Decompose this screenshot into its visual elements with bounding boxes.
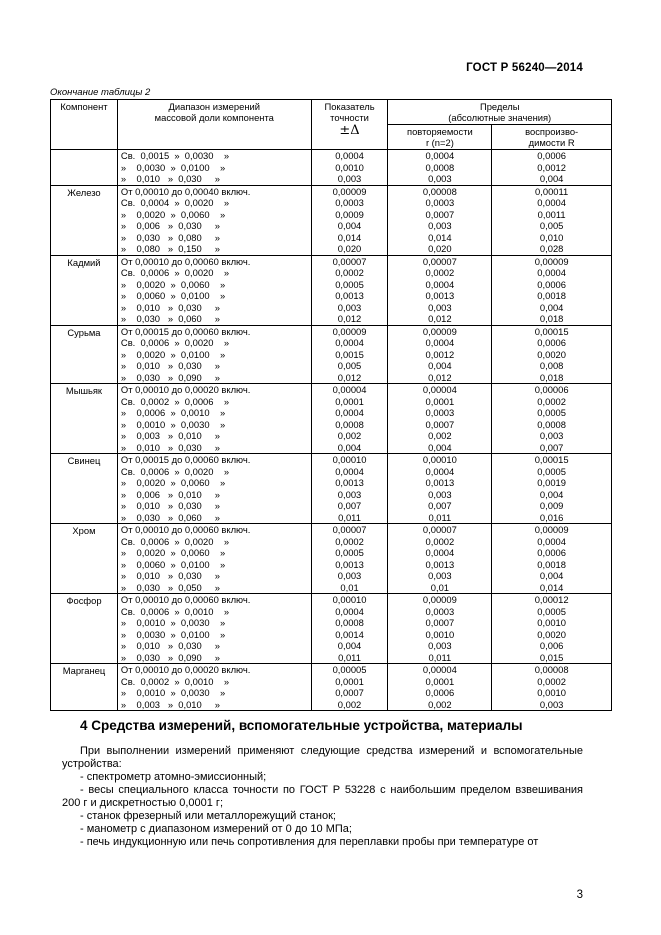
accuracy-cell xyxy=(311,594,388,664)
range-cell xyxy=(117,255,311,325)
cell-value: 0,0004 xyxy=(425,337,455,348)
cell-value: 0,0005 xyxy=(537,605,566,617)
cell-value: 0,003 xyxy=(428,640,452,651)
cell-value: 0,0003 xyxy=(425,605,455,617)
component-cell: Мышьяк xyxy=(51,384,118,454)
cell-value: » 0,010 » 0,030 » xyxy=(120,640,220,651)
accuracy-cell xyxy=(311,524,388,594)
cell-value: » 0,030 » 0,090 » xyxy=(120,371,220,383)
section-body xyxy=(62,745,583,849)
cell-value: 0,0013 xyxy=(425,558,455,570)
cell-value: 0,0002 xyxy=(335,267,364,278)
repeatability-cell xyxy=(388,150,492,186)
cell-value: 0,005 xyxy=(539,220,564,231)
cell-value: 0,002 xyxy=(337,430,362,441)
page-number: 3 xyxy=(576,889,583,901)
cell-value: Св. 0,0002 » 0,0006 » xyxy=(120,395,230,407)
reproducibility-cell xyxy=(492,185,612,255)
cell-value: 0,00007 xyxy=(422,255,457,267)
table-row xyxy=(51,454,612,524)
cell-value: » 0,0010 » 0,0030 » xyxy=(120,418,226,430)
cell-value: » 0,006 » 0,010 » xyxy=(120,488,220,500)
cell-value: 0,004 xyxy=(539,488,564,500)
cell-value: 0,0004 xyxy=(425,465,455,477)
cell-value: 0,0004 xyxy=(537,197,566,208)
accuracy-cell xyxy=(311,325,388,384)
cell-value: » 0,006 » 0,030 » xyxy=(120,220,220,231)
cell-value: От 0,00015 до 0,00060 включ. xyxy=(120,325,251,337)
cell-value: 0,0014 xyxy=(335,628,364,640)
component-cell: Сурьма xyxy=(51,325,118,384)
component-cell: Кадмий xyxy=(51,255,118,325)
range-cell xyxy=(117,185,311,255)
cell-value: 0,010 xyxy=(539,231,564,243)
cell-value: 0,008 xyxy=(539,360,564,371)
cell-value: 0,00008 xyxy=(534,664,569,675)
cell-value: 0,0003 xyxy=(335,197,364,208)
cell-value: 0,0005 xyxy=(537,465,566,477)
cell-value: 0,0020 xyxy=(537,348,566,360)
cell-value: 0,00011 xyxy=(535,185,569,197)
cell-value: 0,003 xyxy=(539,698,564,710)
cell-value: 0,0004 xyxy=(335,605,364,617)
cell-value: Св. 0,0006 » 0,0020 » xyxy=(120,465,230,477)
cell-value: 0,0010 xyxy=(537,687,566,698)
cell-value: От 0,00010 до 0,00040 включ. xyxy=(120,185,251,197)
cell-value: 0,016 xyxy=(539,511,564,523)
plus-minus-delta-symbol: ±Δ xyxy=(339,123,360,138)
component-cell: Свинец xyxy=(51,454,118,524)
cell-value: 0,00009 xyxy=(534,524,569,535)
cell-value: 0,0018 xyxy=(537,290,566,301)
cell-value: 0,0005 xyxy=(335,547,364,558)
cell-value: » 0,0060 » 0,0100 » xyxy=(120,558,226,570)
cell-value: 0,020 xyxy=(337,243,362,254)
accuracy-cell xyxy=(311,384,388,454)
cell-value: 0,00015 xyxy=(534,454,569,465)
cell-value: 0,018 xyxy=(539,313,564,324)
cell-value: 0,0005 xyxy=(537,407,566,418)
cell-value: 0,007 xyxy=(428,500,452,511)
cell-value: 0,012 xyxy=(428,313,452,324)
cell-value: 0,0010 xyxy=(537,617,566,628)
cell-value: 0,004 xyxy=(337,220,362,231)
cell-value: » 0,003 » 0,010 » xyxy=(120,430,220,441)
range-cell xyxy=(117,454,311,524)
repeatability-cell xyxy=(388,325,492,384)
table-row xyxy=(51,185,612,255)
list-item: - спектрометр атомно-эмиссионный; xyxy=(80,771,267,783)
cell-value: » 0,030 » 0,060 » xyxy=(120,313,220,324)
cell-value: 0,00009 xyxy=(332,325,367,337)
cell-value: Св. 0,0006 » 0,0020 » xyxy=(120,535,230,547)
cell-value: » 0,010 » 0,030 » xyxy=(120,500,220,511)
cell-value: 0,0008 xyxy=(425,161,455,173)
cell-value: 0,0012 xyxy=(425,348,455,360)
cell-value: 0,003 xyxy=(337,173,362,184)
cell-value: От 0,00015 до 0,00060 включ. xyxy=(120,454,251,465)
cell-value: 0,004 xyxy=(428,360,452,371)
cell-value: 0,0007 xyxy=(335,687,364,698)
range-cell xyxy=(117,594,311,664)
list-item: - печь индукционную или печь сопротивления для переплавки пробы при температуре от xyxy=(80,836,539,848)
cell-value: » 0,0060 » 0,0100 » xyxy=(120,290,226,301)
cell-value: 0,00010 xyxy=(332,454,367,465)
cell-value: 0,003 xyxy=(337,570,362,581)
cell-value: 0,00007 xyxy=(332,524,367,535)
cell-value: 0,0008 xyxy=(335,418,364,430)
cell-value: 0,0004 xyxy=(335,337,364,348)
repeatability-cell xyxy=(388,524,492,594)
cell-value: 0,0018 xyxy=(537,558,566,570)
cell-value: 0,004 xyxy=(337,640,362,651)
cell-value: Св. 0,0002 » 0,0010 » xyxy=(120,675,230,687)
cell-value: Св. 0,0006 » 0,0020 » xyxy=(120,337,230,348)
repeatability-cell xyxy=(388,384,492,454)
cell-value: 0,0008 xyxy=(537,418,566,430)
cell-value: 0,01 xyxy=(430,581,449,593)
cell-value: » 0,010 » 0,030 » xyxy=(120,173,220,184)
cell-value: » 0,0030 » 0,0100 » xyxy=(120,161,226,173)
cell-value: 0,009 xyxy=(539,500,564,511)
table-body xyxy=(51,150,612,711)
cell-value: 0,0006 xyxy=(537,547,566,558)
intro-paragraph: При выполнении измерений применяют следующие средства измерений и вспомогательные устройства: xyxy=(62,745,583,770)
range-cell xyxy=(117,150,311,186)
cell-value: 0,0003 xyxy=(425,407,455,418)
cell-value: 0,00004 xyxy=(332,384,367,395)
cell-value: 0,012 xyxy=(337,313,362,324)
range-cell xyxy=(117,664,311,711)
cell-value: 0,0006 xyxy=(537,278,566,290)
cell-value: 0,006 xyxy=(539,640,564,651)
cell-value: 0,003 xyxy=(337,301,362,313)
cell-value: От 0,00010 до 0,00060 включ. xyxy=(120,255,251,267)
cell-value: » 0,0030 » 0,0100 » xyxy=(120,628,226,640)
cell-value: » 0,080 » 0,150 » xyxy=(120,243,220,254)
cell-value: » 0,010 » 0,030 » xyxy=(120,360,220,371)
cell-value: 0,002 xyxy=(428,698,452,710)
cell-value: 0,003 xyxy=(428,570,452,581)
cell-value: 0,00008 xyxy=(422,185,457,197)
cell-value: » 0,003 » 0,010 » xyxy=(120,698,220,710)
cell-value: 0,018 xyxy=(539,371,564,383)
cell-value: 0,0011 xyxy=(537,208,566,220)
cell-value: 0,0004 xyxy=(537,535,566,547)
cell-value: 0,0004 xyxy=(335,150,364,161)
reproducibility-cell xyxy=(492,255,612,325)
cell-value: 0,0001 xyxy=(425,675,455,687)
reproducibility-cell xyxy=(492,664,612,711)
cell-value: 0,0006 xyxy=(537,150,566,161)
cell-value: 0,0019 xyxy=(537,477,566,488)
cell-value: » 0,0006 » 0,0010 » xyxy=(120,407,226,418)
cell-value: Св. 0,0006 » 0,0020 » xyxy=(120,267,230,278)
cell-value: 0,0013 xyxy=(335,477,364,488)
repeatability-cell xyxy=(388,594,492,664)
cell-value: 0,00010 xyxy=(332,594,367,605)
document-code: ГОСТ Р 56240—2014 xyxy=(466,62,583,74)
table-row xyxy=(51,255,612,325)
cell-value: От 0,00010 до 0,00020 включ. xyxy=(120,664,251,675)
header-range: Диапазон измерений массовой доли компонента xyxy=(117,100,311,150)
table-row xyxy=(51,384,612,454)
header-accuracy-label: Показатель точности xyxy=(324,101,375,123)
cell-value: 0,0007 xyxy=(425,418,455,430)
cell-value: 0,00006 xyxy=(534,384,569,395)
cell-value: 0,004 xyxy=(428,441,452,453)
cell-value: 0,0006 xyxy=(425,687,455,698)
cell-value: 0,0002 xyxy=(537,675,566,687)
cell-value: 0,0007 xyxy=(425,208,455,220)
cell-value: 0,0008 xyxy=(335,617,364,628)
component-cell: Железо xyxy=(51,185,118,255)
table-header xyxy=(51,100,612,150)
header-accuracy xyxy=(311,100,388,150)
cell-value: 0,0010 xyxy=(425,628,455,640)
cell-value: 0,00004 xyxy=(422,664,457,675)
table-row xyxy=(51,150,612,186)
cell-value: Св. 0,0015 » 0,0030 » xyxy=(120,150,230,161)
cell-value: 0,00009 xyxy=(332,185,367,197)
accuracy-cell xyxy=(311,185,388,255)
reproducibility-cell xyxy=(492,384,612,454)
cell-value: 0,011 xyxy=(428,651,452,663)
cell-value: » 0,030 » 0,080 » xyxy=(120,231,220,243)
cell-value: 0,004 xyxy=(337,441,362,453)
cell-value: 0,0005 xyxy=(335,278,364,290)
cell-value: 0,0002 xyxy=(537,395,566,407)
cell-value: 0,015 xyxy=(539,651,564,663)
cell-value: 0,011 xyxy=(338,511,361,523)
cell-value: 0,0004 xyxy=(425,150,455,161)
cell-value: 0,00012 xyxy=(534,594,569,605)
cell-value: » 0,030 » 0,050 » xyxy=(120,581,220,593)
cell-value: 0,014 xyxy=(337,231,362,243)
cell-value: 0,003 xyxy=(337,488,362,500)
accuracy-cell xyxy=(311,255,388,325)
cell-value: » 0,0010 » 0,0030 » xyxy=(120,617,226,628)
cell-value: 0,0013 xyxy=(425,477,455,488)
table-row xyxy=(51,524,612,594)
cell-value: 0,00009 xyxy=(422,594,457,605)
table-caption: Окончание таблицы 2 xyxy=(50,87,151,98)
cell-value: 0,00009 xyxy=(534,255,569,267)
cell-value: 0,0013 xyxy=(335,558,364,570)
accuracy-cell xyxy=(311,664,388,711)
repeatability-cell xyxy=(388,454,492,524)
cell-value: » 0,0020 » 0,0060 » xyxy=(120,278,226,290)
cell-value: 0,0010 xyxy=(335,161,364,173)
cell-value: » 0,010 » 0,030 » xyxy=(120,441,220,453)
cell-value: » 0,0020 » 0,0060 » xyxy=(120,477,226,488)
cell-value: 0,0004 xyxy=(335,465,364,477)
section-heading: 4 Средства измерений, вспомогательные устройства, материалы xyxy=(80,718,523,733)
cell-value: 0,00009 xyxy=(422,325,457,337)
cell-value: 0,0002 xyxy=(335,535,364,547)
cell-value: 0,0001 xyxy=(335,395,364,407)
reproducibility-cell xyxy=(492,594,612,664)
cell-value: От 0,00010 до 0,00020 включ. xyxy=(120,384,251,395)
cell-value: 0,0012 xyxy=(537,161,566,173)
cell-value: 0,0003 xyxy=(425,197,455,208)
reproducibility-cell xyxy=(492,524,612,594)
cell-value: 0,004 xyxy=(539,301,564,313)
range-cell xyxy=(117,524,311,594)
cell-value: 0,003 xyxy=(428,220,452,231)
accuracy-cell xyxy=(311,454,388,524)
cell-value: 0,002 xyxy=(337,698,362,710)
range-cell xyxy=(117,325,311,384)
cell-value: 0,0006 xyxy=(537,337,566,348)
cell-value: » 0,030 » 0,090 » xyxy=(120,651,220,663)
cell-value: 0,003 xyxy=(428,488,452,500)
cell-value: 0,007 xyxy=(539,441,564,453)
cell-value: Св. 0,0006 » 0,0010 » xyxy=(120,605,230,617)
header-reproducibility: воспроизво- димости R xyxy=(492,125,612,150)
cell-value: 0,00015 xyxy=(534,325,569,337)
component-cell: Хром xyxy=(51,524,118,594)
cell-value: » 0,0020 » 0,0060 » xyxy=(120,547,226,558)
cell-value: 0,003 xyxy=(428,173,452,184)
list-item: - весы специального класса точности по ГОСТ Р 53228 с наибольшим пределом взвешивания 200 г и дискретностью 0,0001 г; xyxy=(62,784,583,809)
cell-value: 0,0013 xyxy=(335,290,364,301)
cell-value: 0,0007 xyxy=(425,617,455,628)
cell-value: 0,0004 xyxy=(335,407,364,418)
cell-value: 0,011 xyxy=(338,651,361,663)
cell-value: 0,014 xyxy=(539,581,564,593)
component-cell: Фосфор xyxy=(51,594,118,664)
cell-value: 0,003 xyxy=(428,301,452,313)
cell-value: 0,0015 xyxy=(335,348,364,360)
repeatability-cell xyxy=(388,255,492,325)
cell-value: 0,00010 xyxy=(422,454,457,465)
table-row xyxy=(51,325,612,384)
cell-value: » 0,0020 » 0,0100 » xyxy=(120,348,226,360)
cell-value: 0,0002 xyxy=(425,267,455,278)
cell-value: 0,003 xyxy=(539,430,564,441)
cell-value: 0,0020 xyxy=(537,628,566,640)
cell-value: 0,028 xyxy=(539,243,564,254)
cell-value: От 0,00010 до 0,00060 включ. xyxy=(120,594,251,605)
cell-value: 0,012 xyxy=(337,371,362,383)
accuracy-cell xyxy=(311,150,388,186)
cell-value: От 0,00010 до 0,00060 включ. xyxy=(120,524,251,535)
cell-value: 0,00007 xyxy=(422,524,457,535)
cell-value: 0,020 xyxy=(428,243,452,254)
cell-value: » 0,010 » 0,030 » xyxy=(120,570,220,581)
header-limits: Пределы (абсолютные значения) xyxy=(388,100,612,125)
repeatability-cell xyxy=(388,185,492,255)
header-repeatability: повторяемости r (n=2) xyxy=(388,125,492,150)
cell-value: 0,00007 xyxy=(332,255,367,267)
list-item: - станок фрезерный или металлорежущий станок; xyxy=(80,810,336,822)
cell-value: 0,007 xyxy=(337,500,362,511)
cell-value: 0,004 xyxy=(539,173,564,184)
list-item: - манометр с диапазоном измерений от 0 до 10 МПа; xyxy=(80,823,352,835)
table-row xyxy=(51,594,612,664)
range-cell xyxy=(117,384,311,454)
repeatability-cell xyxy=(388,664,492,711)
cell-value: 0,005 xyxy=(337,360,362,371)
reproducibility-cell xyxy=(492,325,612,384)
precision-table xyxy=(50,99,612,711)
cell-value: 0,0001 xyxy=(335,675,364,687)
cell-value: 0,00005 xyxy=(332,664,367,675)
cell-value: » 0,0020 » 0,0060 » xyxy=(120,208,226,220)
cell-value: 0,012 xyxy=(428,371,452,383)
cell-value: 0,002 xyxy=(428,430,452,441)
cell-value: 0,0004 xyxy=(537,267,566,278)
cell-value: 0,0004 xyxy=(425,278,455,290)
cell-value: 0,00004 xyxy=(422,384,457,395)
cell-value: 0,014 xyxy=(428,231,452,243)
reproducibility-cell xyxy=(492,454,612,524)
cell-value: » 0,010 » 0,030 » xyxy=(120,301,220,313)
cell-value: Св. 0,0004 » 0,0020 » xyxy=(120,197,230,208)
reproducibility-cell xyxy=(492,150,612,186)
header-component: Компонент xyxy=(51,100,118,150)
cell-value: 0,011 xyxy=(428,511,452,523)
cell-value: 0,004 xyxy=(539,570,564,581)
cell-value: » 0,0010 » 0,0030 » xyxy=(120,687,226,698)
cell-value: 0,0009 xyxy=(335,208,364,220)
cell-value: 0,01 xyxy=(340,581,359,593)
cell-value: » 0,030 » 0,060 » xyxy=(120,511,220,523)
component-cell: Марганец xyxy=(51,664,118,711)
cell-value: 0,0002 xyxy=(425,535,455,547)
table-row xyxy=(51,664,612,711)
cell-value: 0,0004 xyxy=(425,547,455,558)
cell-value: 0,0001 xyxy=(425,395,455,407)
cell-value: 0,0013 xyxy=(425,290,455,301)
component-cell xyxy=(51,150,118,186)
